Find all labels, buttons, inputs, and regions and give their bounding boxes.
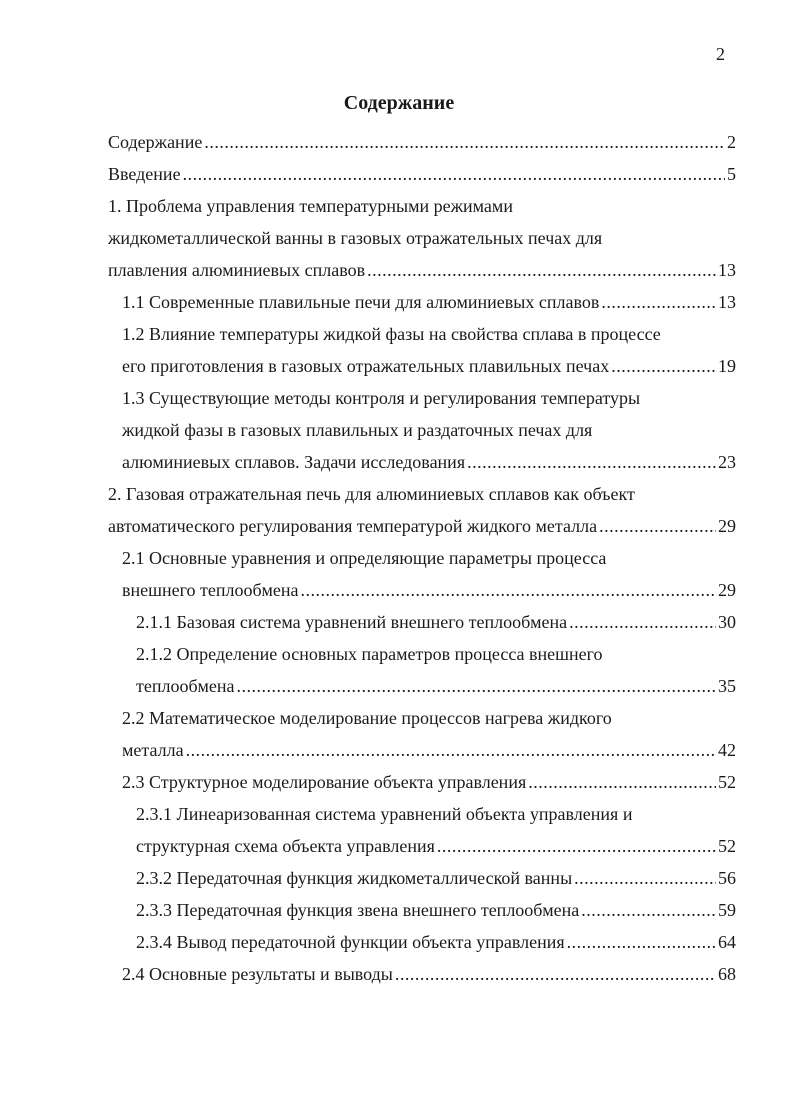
toc-entry-line: 1.2 Влияние температуры жидкой фазы на свойства сплава в процессе bbox=[122, 324, 661, 344]
toc-entry-row bbox=[108, 446, 736, 478]
toc-entry bbox=[108, 382, 736, 478]
dot-leader bbox=[301, 574, 717, 606]
toc-entry-line: 1. Проблема управления температурными режимами bbox=[108, 196, 513, 216]
toc-entry-title: 1.1 Современные плавильные печи для алюминиевых сплавов bbox=[122, 292, 600, 312]
toc-entry-row bbox=[108, 766, 736, 798]
toc-entry-page: 68 bbox=[718, 964, 736, 984]
toc-entry-title: 2.3.2 Передаточная функция жидкометаллической ванны bbox=[136, 868, 573, 888]
toc-entry-row bbox=[108, 574, 736, 606]
toc-entry-row bbox=[108, 734, 736, 766]
toc-entry bbox=[108, 638, 736, 702]
toc-entry-line: жидкометаллической ванны в газовых отражательных печах для bbox=[108, 228, 603, 248]
toc-entry-page: 52 bbox=[718, 836, 736, 856]
toc-entry bbox=[108, 606, 736, 638]
dot-leader bbox=[569, 606, 716, 638]
toc-entry-title: металла bbox=[122, 740, 184, 760]
toc-entry-title: 2.3.4 Вывод передаточной функции объекта управления bbox=[136, 932, 565, 952]
toc-entry-page: 23 bbox=[718, 452, 736, 472]
toc-entry-line: 2.3.1 Линеаризованная система уравнений объекта управления и bbox=[136, 804, 633, 824]
toc-entry-row bbox=[108, 958, 736, 990]
dot-leader bbox=[601, 286, 716, 318]
dot-leader bbox=[186, 734, 716, 766]
toc-entry-title: 2.3 Структурное моделирование объекта управления bbox=[122, 772, 527, 792]
toc-entry-row bbox=[108, 286, 736, 318]
toc-entry bbox=[108, 478, 736, 542]
toc-entry-line: 2.1 Основные уравнения и определяющие параметры процесса bbox=[122, 548, 607, 568]
toc-entry-line: 2.1.2 Определение основных параметров процесса внешнего bbox=[136, 644, 603, 664]
toc-entry-title: автоматического регулирования температурой жидкого металла bbox=[108, 516, 598, 536]
dot-leader bbox=[574, 862, 716, 894]
toc-entry-row bbox=[108, 350, 736, 382]
toc-entry-page: 2 bbox=[727, 132, 736, 152]
toc-entry-title: Введение bbox=[108, 164, 181, 184]
dot-leader bbox=[467, 446, 716, 478]
page-title: Содержание bbox=[343, 92, 455, 114]
toc-entry-row bbox=[108, 862, 736, 894]
toc-entry-title: 2.3.3 Передаточная функция звена внешнего теплообмена bbox=[136, 900, 580, 920]
dot-leader bbox=[581, 894, 716, 926]
toc-entry-row bbox=[108, 670, 736, 702]
toc-entry-title: 2.1.1 Базовая система уравнений внешнего теплообмена bbox=[136, 612, 568, 632]
toc-entry-row bbox=[108, 254, 736, 286]
toc-entry-page: 42 bbox=[718, 740, 736, 760]
toc-entry bbox=[108, 862, 736, 894]
toc-entry bbox=[108, 894, 736, 926]
dot-leader bbox=[236, 670, 716, 702]
dot-leader bbox=[567, 926, 716, 958]
toc-entry-line: жидкой фазы в газовых плавильных и раздаточных печах для bbox=[122, 420, 593, 440]
toc-entry-row bbox=[108, 894, 736, 926]
dot-leader bbox=[183, 158, 725, 190]
toc-entry-row bbox=[108, 830, 736, 862]
toc-entry bbox=[108, 766, 736, 798]
dot-leader bbox=[528, 766, 716, 798]
toc-entry bbox=[108, 158, 736, 190]
toc-entry-page: 29 bbox=[718, 580, 736, 600]
toc-entry bbox=[108, 542, 736, 606]
toc-entry-row bbox=[108, 606, 736, 638]
toc-entry-page: 64 bbox=[718, 932, 736, 952]
dot-leader bbox=[395, 958, 716, 990]
toc-entry bbox=[108, 318, 736, 382]
dot-leader bbox=[437, 830, 716, 862]
toc-entry bbox=[108, 702, 736, 766]
toc-entry-page: 19 bbox=[718, 356, 736, 376]
toc-entry-title: Содержание bbox=[108, 132, 203, 152]
toc-entry-title: плавления алюминиевых сплавов bbox=[108, 260, 366, 280]
toc-entry bbox=[108, 286, 736, 318]
toc-entry-line: 2.2 Математическое моделирование процессов нагрева жидкого bbox=[122, 708, 612, 728]
dot-leader bbox=[204, 126, 725, 158]
dot-leader bbox=[599, 510, 716, 542]
toc-entry-page: 5 bbox=[727, 164, 736, 184]
toc-entry-row bbox=[108, 158, 736, 190]
toc-entry-title: его приготовления в газовых отражательных плавильных печах bbox=[122, 356, 610, 376]
toc-entry-line: 1.3 Существующие методы контроля и регулирования температуры bbox=[122, 388, 641, 408]
dot-leader bbox=[367, 254, 716, 286]
toc-entry-page: 13 bbox=[718, 260, 736, 280]
toc-entry-row bbox=[108, 126, 736, 158]
page-number: 2 bbox=[716, 44, 725, 64]
toc-entry bbox=[108, 958, 736, 990]
toc-entry bbox=[108, 798, 736, 862]
toc-entry bbox=[108, 126, 736, 158]
toc-entry-page: 30 bbox=[718, 612, 736, 632]
toc-entry-page: 59 bbox=[718, 900, 736, 920]
toc-entry-page: 56 bbox=[718, 868, 736, 888]
toc-entry-title: 2.4 Основные результаты и выводы bbox=[122, 964, 393, 984]
toc-entry-line: 2. Газовая отражательная печь для алюминиевых сплавов как объект bbox=[108, 484, 635, 504]
toc-entry-page: 35 bbox=[718, 676, 736, 696]
toc-entry bbox=[108, 190, 736, 286]
toc-entry-title: алюминиевых сплавов. Задачи исследования bbox=[122, 452, 466, 472]
toc-entry-title: структурная схема объекта управления bbox=[136, 836, 435, 856]
toc-entry-title: внешнего теплообмена bbox=[122, 580, 299, 600]
toc-entry-page: 52 bbox=[718, 772, 736, 792]
table-of-contents bbox=[108, 126, 736, 990]
toc-entry bbox=[108, 926, 736, 958]
dot-leader bbox=[611, 350, 716, 382]
toc-entry-row bbox=[108, 926, 736, 958]
toc-entry-row bbox=[108, 510, 736, 542]
toc-entry-page: 13 bbox=[718, 292, 736, 312]
toc-entry-title: теплообмена bbox=[136, 676, 235, 696]
toc-entry-page: 29 bbox=[718, 516, 736, 536]
